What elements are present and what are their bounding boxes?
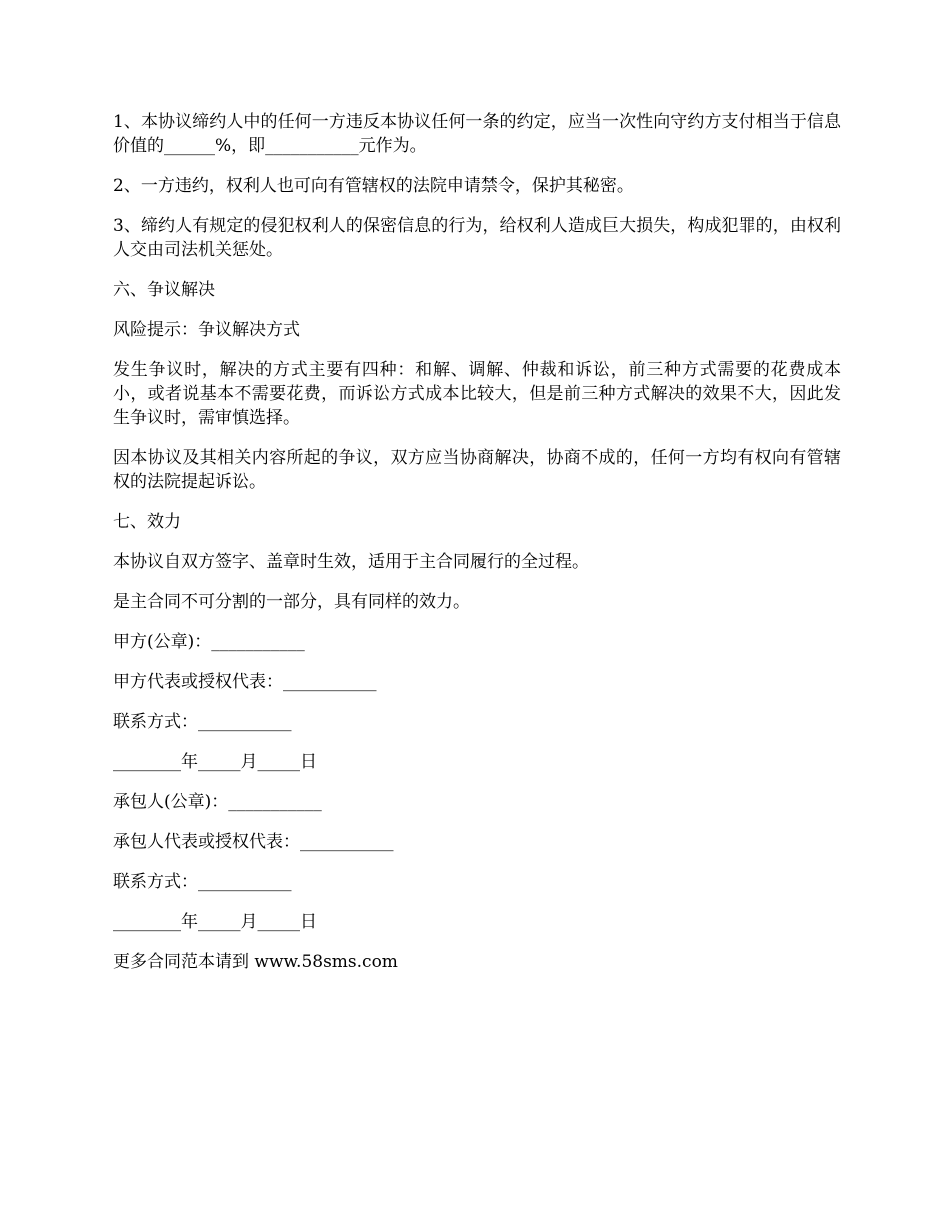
contractor-date-line: ________年_____月_____日 (113, 912, 317, 932)
party-a-representative-line: 甲方代表或授权代表：___________ (113, 672, 377, 692)
clause-breach-compensation: 1、本协议缔约人中的任何一方违反本协议任何一条的约定，应当一次性向守约方支付相当于信息价值的______%，即___________元作为。 (113, 112, 841, 156)
clause-dispute-litigation: 因本协议及其相关内容所起的争议，双方应当协商解决，协商不成的，任何一方均有权向有管辖权的法院提起诉讼。 (113, 448, 841, 492)
contractor-representative-line: 承包人代表或授权代表：___________ (113, 832, 394, 852)
risk-notice-body: 发生争议时，解决的方式主要有四种：和解、调解、仲裁和诉讼，前三种方式需要的花费成本小，或者说基本不需要花费，而诉讼方式成本比较大，但是前三种方式解决的效果不大，因此发生争议时，需审慎选择。 (113, 360, 841, 428)
clause-integral-part: 是主合同不可分割的一部分，具有同样的效力。 (113, 592, 470, 612)
clause-injunction: 2、一方违约，权利人也可向有管辖权的法院申请禁令，保护其秘密。 (113, 176, 634, 196)
section-heading-effect: 七、效力 (113, 512, 181, 532)
document-body (113, 110, 841, 990)
clause-criminal-liability: 3、缔约人有规定的侵犯权利人的保密信息的行为，给权利人造成巨大损失，构成犯罪的，由权利人交由司法机关惩处。 (113, 216, 841, 260)
footer-website-note: 更多合同范本请到 www.58sms.com (113, 952, 398, 972)
party-a-date-line: ________年_____月_____日 (113, 752, 317, 772)
contractor-seal-line: 承包人(公章)：___________ (113, 792, 322, 812)
clause-effective-date: 本协议自双方签字、盖章时生效，适用于主合同履行的全过程。 (113, 552, 589, 572)
contractor-contact-line: 联系方式：___________ (113, 872, 292, 892)
party-a-contact-line: 联系方式：___________ (113, 712, 292, 732)
section-heading-dispute-resolution: 六、争议解决 (113, 280, 215, 300)
risk-notice-heading: 风险提示：争议解决方式 (113, 320, 300, 340)
party-a-seal-line: 甲方(公章)：___________ (113, 632, 305, 652)
